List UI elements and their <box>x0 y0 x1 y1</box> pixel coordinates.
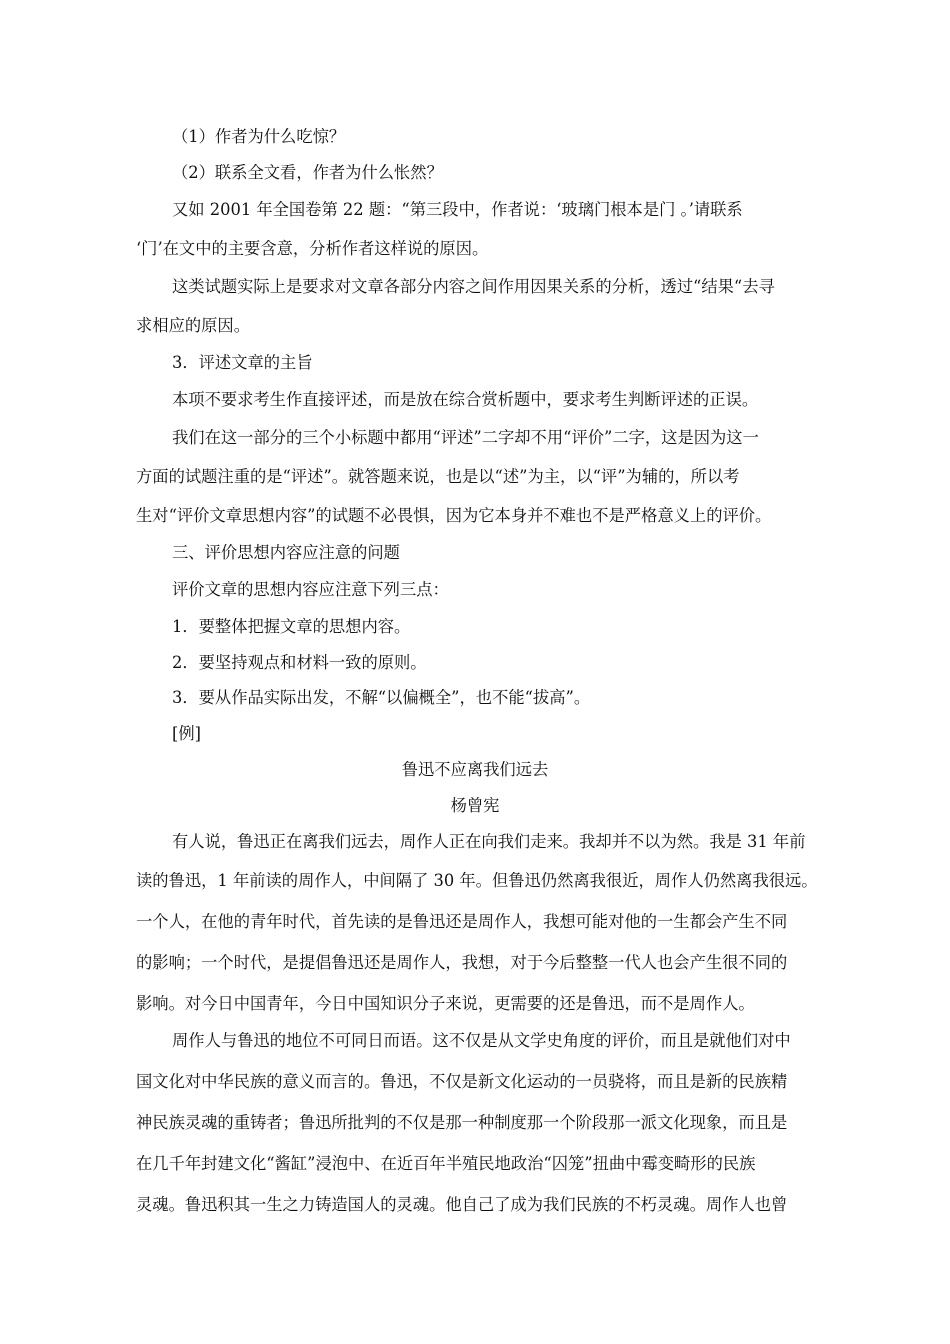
example-tag: [例] <box>172 724 201 743</box>
para2-line-5: 灵魂。鲁迅积其一生之力铸造国人的灵魂。他自己了成为我们民族的不朽灵魂。周作人也曾 <box>136 1195 788 1214</box>
example-2001-line-2: ‘门’在文中的主要含意，分析作者这样说的原因。 <box>136 239 489 258</box>
analysis-line-1: 这类试题实际上是要求对文章各部分内容之间作用因果关系的分析，透过“结果“去寻 <box>172 277 775 296</box>
note-line-1: 我们在这一部分的三个小标题中都用“评述”二字却不用“评价”二字，这是因为这一 <box>172 428 759 447</box>
para2-line-3: 神民族灵魂的重铸者；鲁迅所批判的不仅是那一种制度那一个阶段那一派文化现象，而且是 <box>136 1113 788 1132</box>
para1-line-1: 有人说，鲁迅正在离我们远去，周作人正在向我们走来。我却并不以为然。我是 31 年前 <box>172 832 806 851</box>
analysis-line-2: 求相应的原因。 <box>136 316 250 335</box>
points-intro: 评价文章的思想内容应注意下列三点： <box>172 580 449 599</box>
para2-line-1: 周作人与鲁迅的地位不可同日而语。这不仅是从文学史角度的评价，而且是就他们对中 <box>172 1031 791 1050</box>
question-2: （2）联系全文看，作者为什么怅然？ <box>172 163 443 182</box>
note-line-3: 生对“评价文章思想内容”的试题不必畏惧，因为它本身并不难也不是严格意义上的评价。 <box>136 506 772 525</box>
para1-line-2: 读的鲁迅，1 年前读的周作人，中间隔了 30 年。但鲁迅仍然离我很近，周作人仍然离我很远。 <box>136 871 818 890</box>
section-3-heading: 三、评价思想内容应注意的问题 <box>172 543 400 562</box>
article-author: 杨曾宪 <box>450 796 500 815</box>
article-title: 鲁迅不应离我们远去 <box>401 760 549 779</box>
para2-line-2: 国文化对中华民族的意义而言的。鲁迅，不仅是新文化运动的一员骁将，而且是新的民族精 <box>136 1072 788 1091</box>
point-1: 1．要整体把握文章的思想内容。 <box>172 617 411 636</box>
requirement-paragraph: 本项不要求考生作直接评述，而是放在综合赏析题中，要求考生判断评述的正误。 <box>172 390 759 409</box>
para1-line-5: 影响。对今日中国青年，今日中国知识分子来说，更需要的还是鲁迅，而不是周作人。 <box>136 994 755 1013</box>
para2-line-4: 在几千年封建文化“酱缸”浸泡中、在近百年半殖民地政治“囚笼”扭曲中霉变畸形的民族 <box>136 1154 756 1173</box>
question-1: （1）作者为什么吃惊？ <box>172 127 346 146</box>
example-2001-line-1: 又如 2001 年全国卷第 22 题：“第三段中，作者说：‘玻璃门根本是门 。’请联系 <box>172 200 743 219</box>
note-line-2: 方面的试题注重的是“评述”。就答题来说，也是以“述”为主，以“评”为辅的，所以考 <box>136 467 740 486</box>
para1-line-3: 一个人，在他的青年时代，首先读的是鲁迅还是周作人，我想可能对他的一生都会产生不同 <box>136 912 788 931</box>
point-2: 2．要坚持观点和材料一致的原则。 <box>172 653 427 672</box>
heading-3: 3．评述文章的主旨 <box>172 353 313 372</box>
para1-line-4: 的影响；一个时代，是提倡鲁迅还是周作人，我想，对于今后整整一代人也会产生很不同的 <box>136 953 788 972</box>
point-3: 3．要从作品实际出发，不解“以偏概全”，也不能“拔高”。 <box>172 688 591 707</box>
